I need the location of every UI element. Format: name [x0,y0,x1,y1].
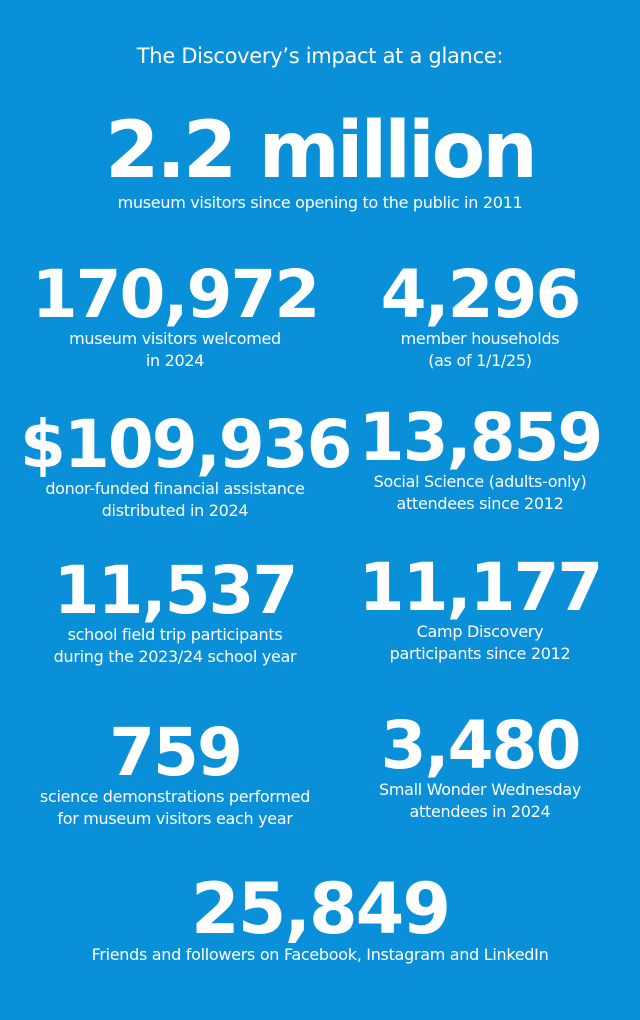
stat-value: 170,972 [31,256,319,333]
stat-label [320,328,640,372]
stat-financial-assistance [20,406,351,522]
stat-label-line: donor-funded financial assistance [45,479,305,498]
stat-label-line: museum visitors welcomed [69,329,281,348]
stat-value: 13,859 [358,399,602,476]
stat-visitors-2024 [20,256,330,372]
stat-label-line: attendees in 2024 [409,802,551,821]
stat-value: $109,936 [20,406,351,483]
stat-member-households [320,256,640,372]
stat-label [20,328,330,372]
stat-social-science [320,399,640,515]
stat-label-line: Small Wonder Wednesday [378,780,582,799]
stat-label-line: science demonstrations performed [39,787,311,806]
stat-label [320,471,640,515]
stat-small-wonder [320,707,640,823]
stat-label-line: attendees since 2012 [396,494,564,513]
stat-value: 11,177 [358,549,602,626]
intro-text: The Discovery’s impact at a glance: [136,44,504,68]
stat-label-line: (as of 1/1/25) [428,351,532,370]
stat-label-line: distributed in 2024 [101,501,249,520]
stat-label: museum visitors since opening to the public in 2011 [117,193,523,212]
stat-camp-discovery [320,549,640,665]
stat-label-line: Camp Discovery [416,622,544,641]
stat-label-line: member households [400,329,560,348]
stat-value: 3,480 [380,707,580,784]
stat-label-line: participants since 2012 [389,644,571,663]
stat-value: 2.2 million [105,106,535,196]
stat-social-followers [0,868,640,966]
stat-value: 11,537 [53,552,297,629]
stat-field-trip [20,552,330,668]
stat-label [20,478,330,522]
stat-label [320,779,640,823]
stat-label-line: in 2024 [145,351,205,370]
stat-value: 759 [109,714,241,791]
stat-label: Friends and followers on Facebook, Instagram and LinkedIn [91,945,549,964]
stat-value: 25,849 [190,868,450,950]
stat-science-demonstrations [20,714,330,830]
stat-label-line: school field trip participants [67,625,283,644]
stat-label [320,621,640,665]
stat-label-line: during the 2023/24 school year [53,647,297,666]
stat-label [20,624,330,668]
stat-hero [0,106,640,214]
stat-value: 4,296 [380,256,580,333]
stat-label-line: Social Science (adults-only) [373,472,587,491]
stat-label-line: for museum visitors each year [57,809,293,828]
stat-label [20,786,330,830]
